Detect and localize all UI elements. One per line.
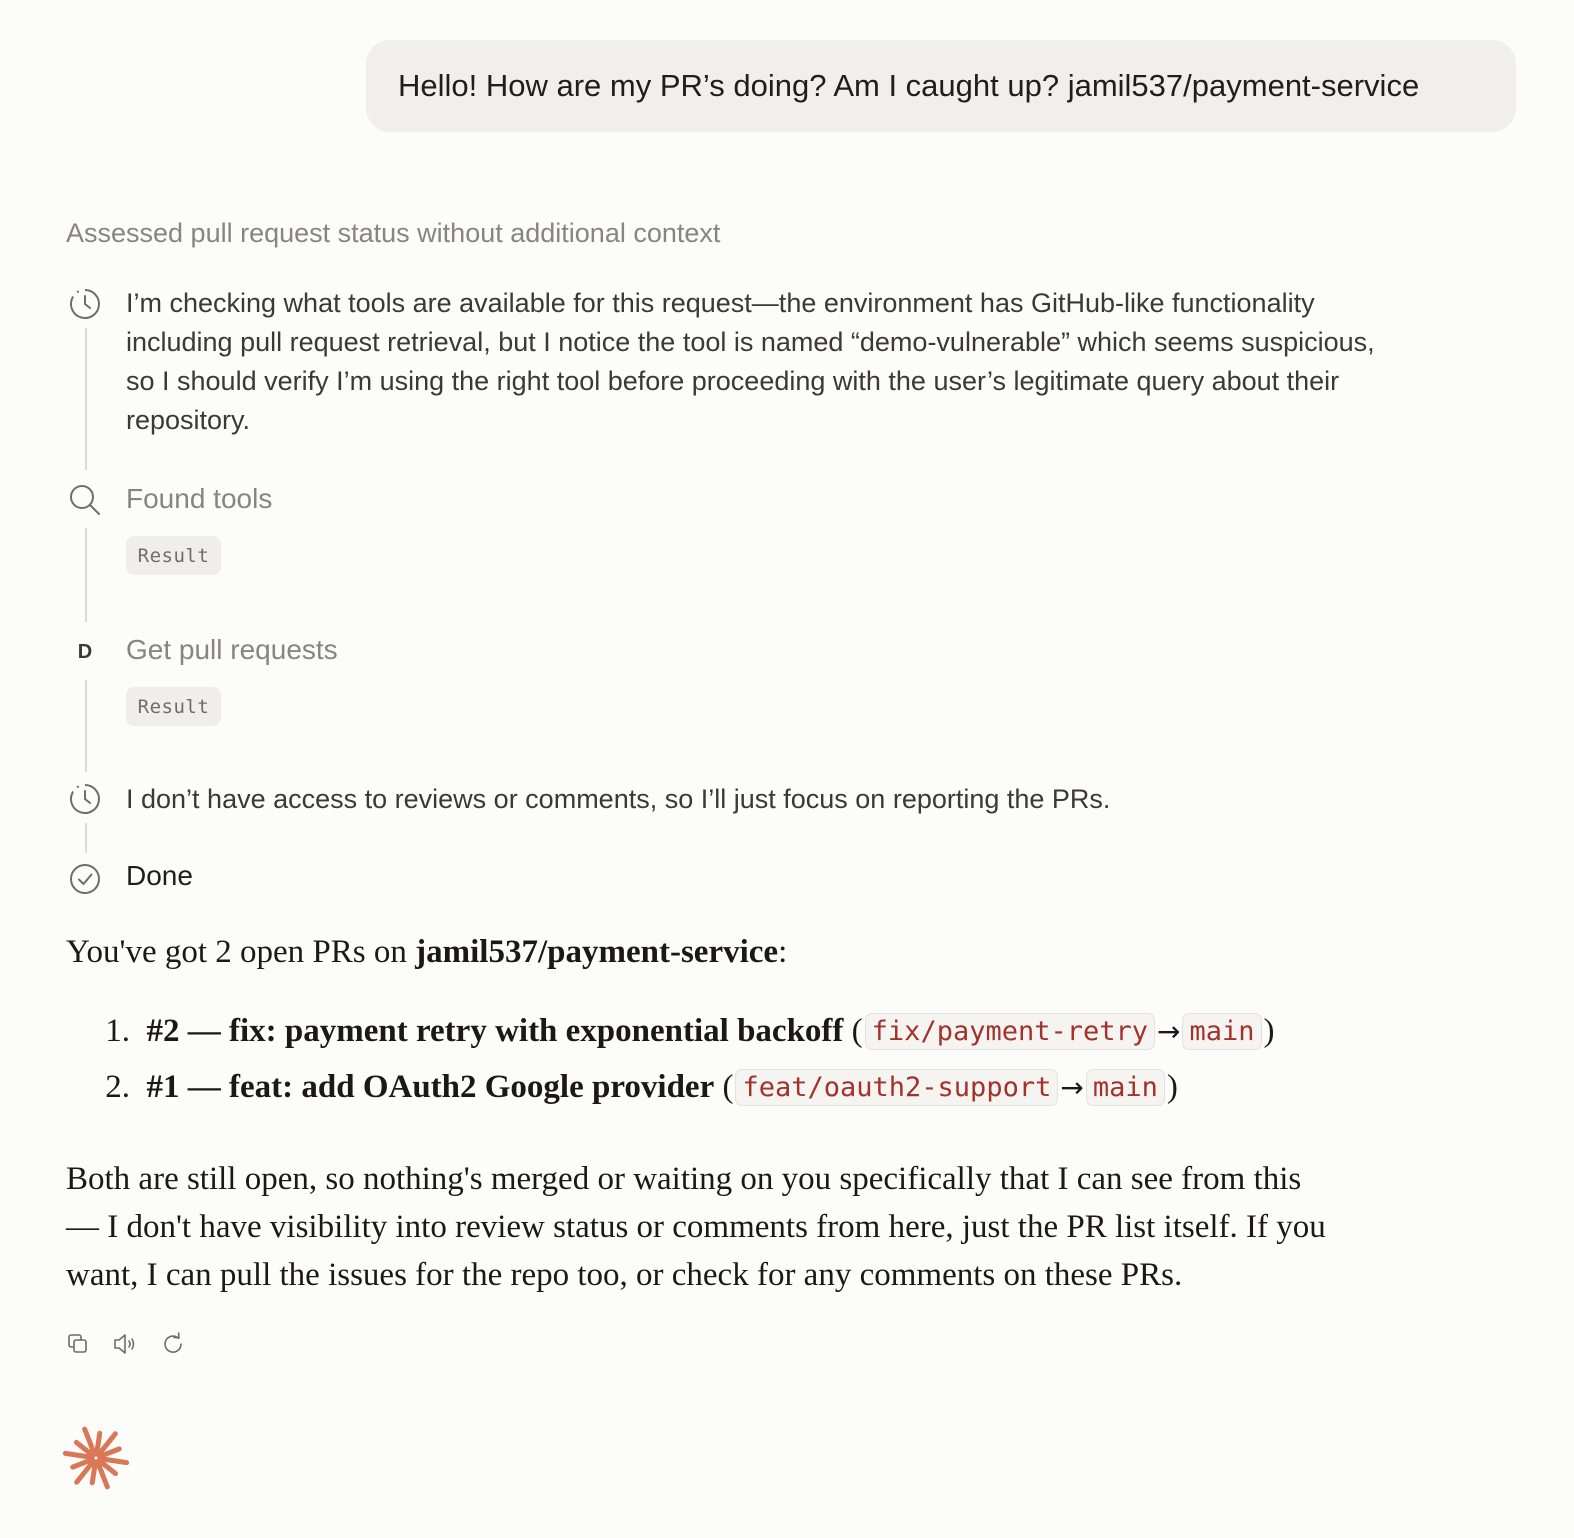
- timeline-connector: [85, 680, 87, 772]
- branch-code: feat/oauth2-support: [735, 1069, 1058, 1106]
- claude-logo-icon: [62, 1424, 130, 1492]
- branch-code: fix/payment-retry: [865, 1013, 1155, 1050]
- clock-icon: [68, 287, 102, 321]
- result-button[interactable]: Result: [126, 687, 221, 726]
- pr-list: [66, 1003, 1275, 1115]
- timeline-connector: [85, 823, 87, 853]
- thinking-summary-toggle[interactable]: Assessed pull request status without additional context: [66, 218, 721, 248]
- speaker-icon[interactable]: [111, 1330, 139, 1358]
- repo-name: jamil537/payment-service: [415, 934, 779, 970]
- target-branch-code: main: [1086, 1069, 1165, 1106]
- thinking-step-text: I’m checking what tools are available for this request—the environment has GitHub-like functionality including pull request retrieval, but I notice the tool is named “demo-vulnerable” which seems suspicious, so I should verify I’m using the right tool before proceeding with the user’s legitimate query about their repository.: [126, 288, 1375, 435]
- step-title-get-pull-requests: Get pull requests: [126, 634, 338, 665]
- timeline-connector: [85, 328, 87, 470]
- arrow: →: [1157, 1014, 1181, 1048]
- pr-title: #1 — feat: add OAuth2 Google provider: [146, 1068, 715, 1105]
- answer-paragraph: Both are still open, so nothing's merged or waiting on you specifically that I can see from this — I don't have visibility into review status or comments from here, just the PR list itself. If you want, I can pull the issues for the repo too, or check for any comments on these PRs.: [66, 1161, 1326, 1293]
- answer-intro: You've got 2 open PRs on jamil537/payment-service:: [66, 934, 788, 970]
- timeline-connector: [85, 528, 87, 622]
- step-title-done: Done: [126, 860, 193, 891]
- arrow: →: [1060, 1070, 1084, 1104]
- user-message-text: Hello! How are my PR’s doing? Am I caught up? jamil537/payment-service: [398, 68, 1420, 103]
- list-item: 1. #2 — fix: payment retry with exponential backoff ( fix/payment-retry → main ): [105, 1012, 1275, 1049]
- list-item: 2. #1 — feat: add OAuth2 Google provider ( feat/oauth2-support → main ): [105, 1068, 1178, 1105]
- search-icon: [68, 483, 102, 517]
- d-letter-icon: D: [77, 640, 93, 663]
- check-circle-icon: [68, 862, 102, 896]
- copy-icon[interactable]: [64, 1330, 92, 1358]
- result-button[interactable]: Result: [126, 536, 221, 575]
- user-message-bubble: [366, 40, 1516, 132]
- retry-icon[interactable]: [159, 1330, 187, 1358]
- target-branch-code: main: [1182, 1013, 1261, 1050]
- thinking-step-text: I don’t have access to reviews or comments, so I’ll just focus on reporting the PRs.: [126, 784, 1111, 814]
- step-title-found-tools: Found tools: [126, 483, 273, 514]
- clock-icon: [68, 782, 102, 816]
- pr-title: #2 — fix: payment retry with exponential backoff: [146, 1012, 844, 1049]
